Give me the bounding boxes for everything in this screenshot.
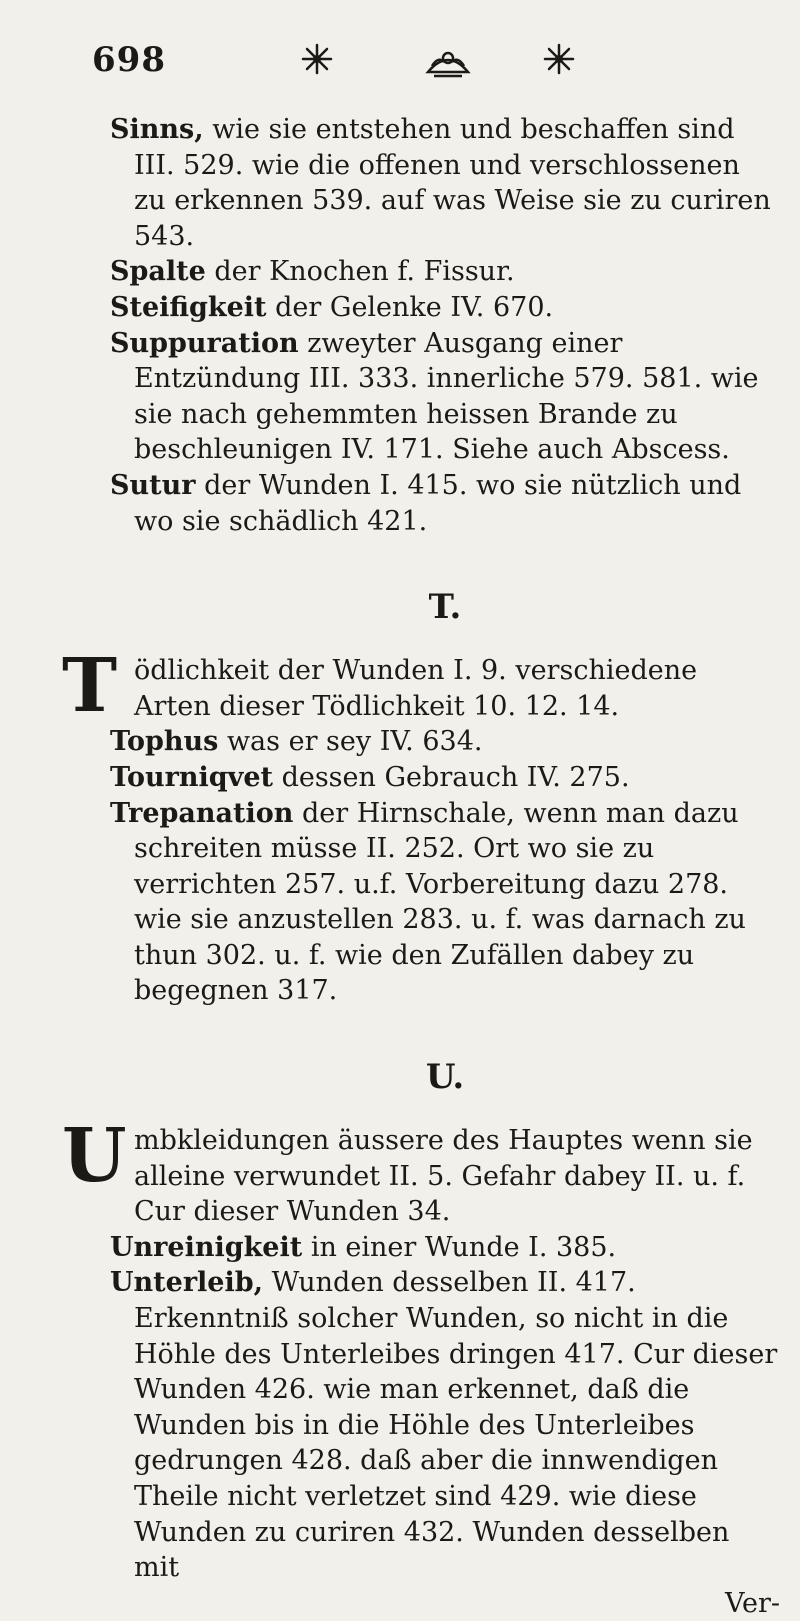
entry-lemma: Tourniqvet (110, 761, 273, 793)
drop-cap-letter: U (62, 1113, 127, 1200)
entry-text: dessen Gebrauch IV. 275. (281, 761, 630, 793)
entry-text: der Gelenke IV. 670. (275, 291, 554, 323)
entry-text: mbkleidungen äussere des Hauptes wenn sie alleine verwundet II. 5. Gefahr dabey II. u. f. Cur dieser Wunden 34. (134, 1125, 753, 1228)
index-entry (110, 468, 780, 539)
index-entry (110, 760, 780, 796)
entry-text: wie sie entstehen und beschaffen sind III. 529. wie die offenen und verschlossenen zu erkennen 539. auf was Weise sie zu curiren 543. (134, 114, 771, 252)
entry-text: ödlichkeit der Wunden I. 9. verschiedene Arten dieser Tödlichkeit 10. 12. 14. (134, 655, 698, 722)
entry-lemma: Trepanation (110, 797, 294, 829)
index-entry (110, 326, 780, 468)
entry-lemma: Unterleib, (110, 1267, 264, 1299)
section-heading-u: U. (425, 1057, 465, 1098)
index-entry (110, 724, 780, 760)
page-number: 698 (92, 40, 166, 80)
catchword: Ver- (724, 1587, 780, 1619)
entry-text: der Knochen f. Fissur. (214, 256, 515, 288)
entry-text: zweyter Ausgang einer Entzündung III. 333. innerliche 579. 581. wie sie nach gehemmten heissen Brande zu beschleunigen IV. 171. Siehe auch Abscess. (134, 327, 759, 466)
entry-text: Wunden desselben II. 417. Erkenntniß solcher Wunden, so nicht in die Höhle des Unterleibes dringen 417. Cur dieser Wunden 426. wie man erkennet, daß die Wunden bis in die Höhle des Unterleibes gedrungen 428. daß aber die innwendigen Theile nicht verletzet sind 429. wie diese Wunden zu curiren 432. Wunden desselben mit (134, 1267, 778, 1584)
index-body (62, 112, 780, 1621)
entry-lemma: Suppuration (110, 327, 299, 359)
entry-text: in einer Wunde I. 385. (310, 1231, 617, 1263)
index-entry (62, 643, 780, 730)
entry-lemma: Spalte (110, 256, 206, 288)
index-entry (62, 1113, 780, 1230)
index-entry (110, 1230, 780, 1266)
page-header (92, 38, 740, 98)
drop-cap-letter: T (62, 643, 118, 730)
star-ornament-icon (542, 42, 576, 80)
entry-lemma: Steifigkeit (110, 291, 267, 323)
entry-text: der Wunden I. 415. wo sie nützlich und wo sie schädlich 421. (134, 469, 742, 537)
entry-lemma: Unreinigkeit (110, 1231, 303, 1263)
crown-ornament-icon (422, 42, 474, 86)
entry-text: was er sey IV. 634. (226, 726, 483, 758)
entry-lemma: Sutur (110, 469, 196, 501)
star-ornament-icon (300, 42, 334, 80)
entry-lemma: Sinns, (110, 114, 204, 145)
entry-text: der Hirnschale, wenn man dazu schreiten müsse II. 252. Ort wo sie zu verrichten 257. u.f. Vorbereitung dazu 278. wie sie anzustellen 283. u. f. was darnach zu thun 302. u. f. wie den Zufällen dabey zu begegnen 317. (134, 797, 746, 1007)
index-entry (110, 796, 780, 1010)
index-entry (110, 112, 780, 254)
index-entry (110, 290, 780, 326)
entry-lemma: Tophus (110, 726, 219, 758)
section-heading-t: T. (428, 587, 462, 628)
index-entry (110, 254, 780, 290)
index-entry (110, 1265, 780, 1585)
